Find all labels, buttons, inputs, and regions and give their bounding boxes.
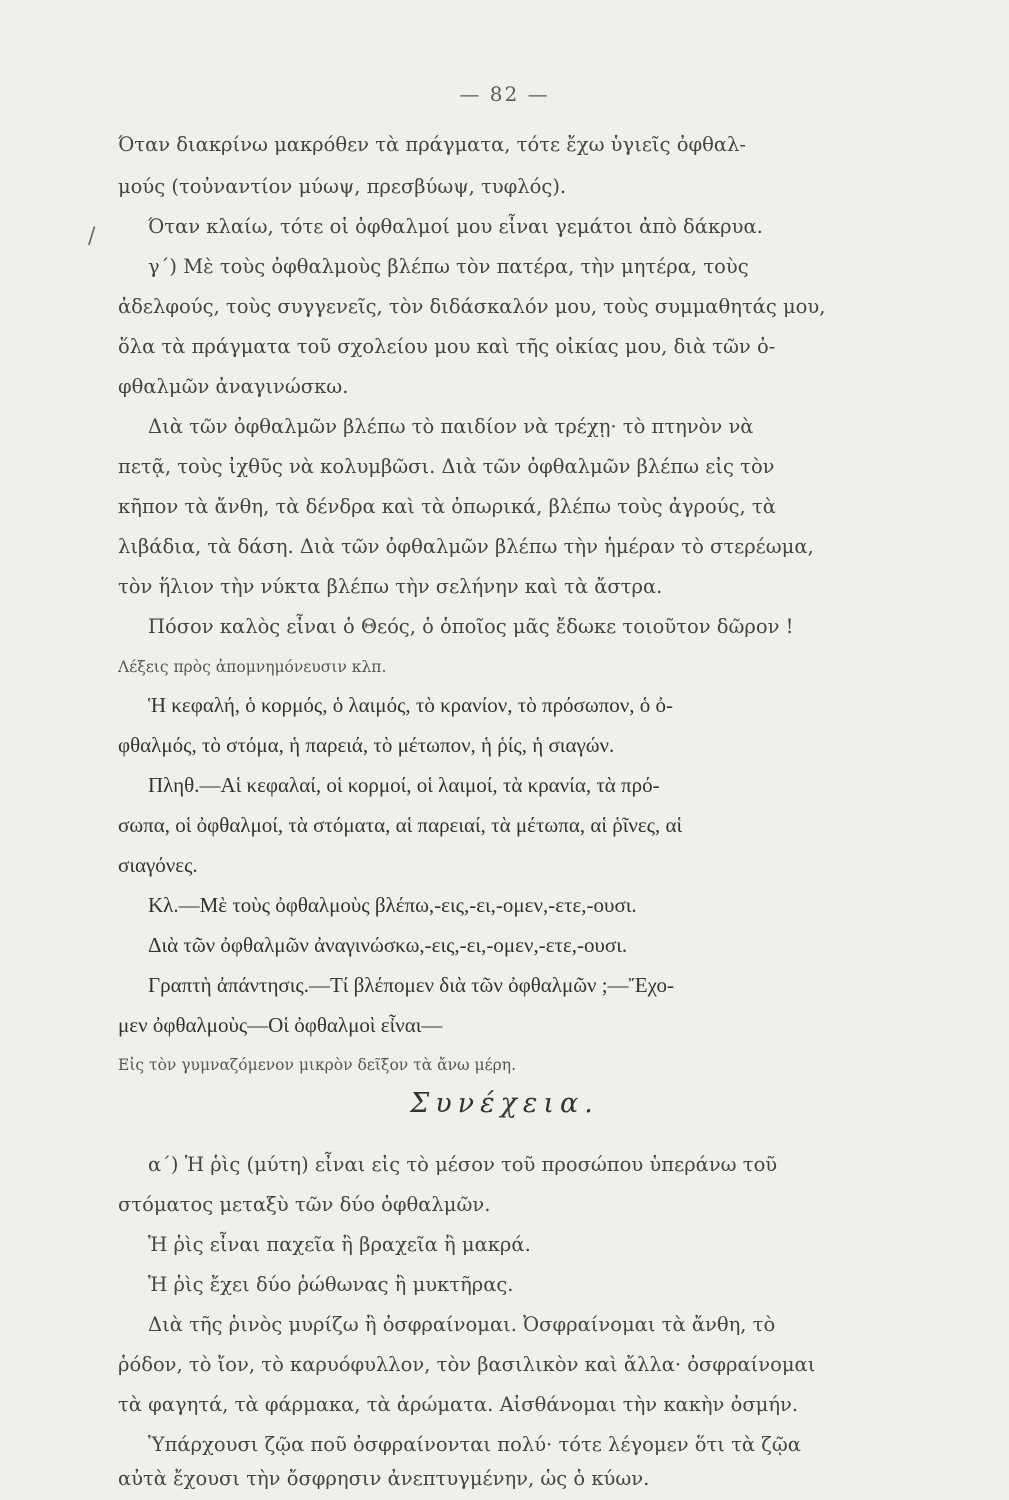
text-line: α΄) Ἡ ῥὶς (μύτη) εἶναι εἰς τὸ μέσον τοῦ προσώπου ὑπεράνω τοῦ [148, 1153, 778, 1176]
text-line: Πληθ.—Αἱ κεφαλαί, οἱ κορμοί, οἱ λαιμοί, τὰ κρανία, τὰ πρό- [148, 773, 660, 797]
text-line: Όταν διακρίνω μακρόθεν τὰ πράγματα, τότε ἔχω ὑγιεῖς ὀφθαλ- [118, 133, 746, 156]
text-line: Γραπτὴ ἀπάντησις.—Τί βλέπομεν διὰ τῶν ὀφθαλμῶν ;—Ἔχο- [148, 973, 674, 997]
section-label: Λέξεις πρὸς ἀπομνημόνευσιν κλπ. [118, 658, 387, 676]
text-line: Ἡ κεφαλή, ὁ κορμός, ὁ λαιμός, τὸ κρανίον, τὸ πρόσωπον, ὁ ὀ- [148, 693, 674, 717]
text-line: τὸν ἥλιον τὴν νύκτα βλέπω τὴν σελήνην καὶ τὰ ἄστρα. [118, 575, 663, 598]
text-line: ὅλα τὰ πράγματα τοῦ σχολείου μου καὶ τῆς οἰκίας μου, διὰ τῶν ὀ- [118, 335, 776, 358]
page-number: — 82 — [459, 82, 550, 106]
text-line: Ὑπάρχουσι ζῷα ποῦ ὀσφραίνονται πολύ· τότε λέγομεν ὅτι τὰ ζῷα [148, 1433, 801, 1456]
text-line: φθαλμῶν ἀναγινώσκω. [118, 375, 349, 398]
text-line: αὐτὰ ἔχουσι τὴν ὄσφρησιν ἀνεπτυγμένην, ὡς ὁ κύων. [118, 1467, 650, 1490]
text-line: στόματος μεταξὺ τῶν δύο ὀφθαλμῶν. [118, 1193, 491, 1216]
text-line: κῆπον τὰ ἄνθη, τὰ δένδρα καὶ τὰ ὀπωρικά, βλέπω τοὺς ἀγρούς, τὰ [118, 495, 776, 518]
text-line: Διὰ τῆς ῥινὸς μυρίζω ἢ ὀσφραίνομαι. Ὀσφραίνομαι τὰ ἄνθη, τὸ [148, 1313, 776, 1336]
text-line: μεν ὀφθαλμοὺς—Οἱ ὀφθαλμοὶ εἶναι— [118, 1013, 443, 1037]
text-line: Όταν κλαίω, τότε οἱ ὀφθαλμοί μου εἶναι γεμάτοι ἀπὸ δάκρυα. [148, 215, 763, 238]
text-line: λιβάδια, τὰ δάση. Διὰ τῶν ὀφθαλμῶν βλέπω τὴν ἡμέραν τὸ στερέωμα, [118, 535, 814, 558]
text-line: πετᾷ, τοὺς ἰχθῦς νὰ κολυμβῶσι. Διὰ τῶν ὀφθαλμῶν βλέπω εἰς τὸν [118, 455, 775, 478]
text-line: Πόσον καλὸς εἶναι ὁ Θεός, ὁ ὁποῖος μᾶς ἔδωκε τοιοῦτον δῶρον ! [148, 615, 794, 638]
text-line: γ΄) Μὲ τοὺς ὀφθαλμοὺς βλέπω τὸν πατέρα, τὴν μητέρα, τοὺς [148, 255, 749, 278]
text-line: φθαλμός, τὸ στόμα, ἡ παρειά, τὸ μέτωπον, ἡ ῥίς, ἡ σιαγών. [118, 733, 615, 757]
section-heading: Συνέχεια. [410, 1088, 599, 1119]
text-line: ῥόδον, τὸ ἴον, τὸ καρυόφυλλον, τὸν βασιλικὸν καὶ ἄλλα· ὀσφραίνομαι [118, 1353, 816, 1376]
text-line: ἀδελφούς, τοὺς συγγενεῖς, τὸν διδάσκαλόν μου, τοὺς συμμαθητάς μου, [118, 295, 826, 318]
text-line: Διὰ τῶν ὀφθαλμῶν βλέπω τὸ παιδίον νὰ τρέχῃ· τὸ πτηνὸν νὰ [148, 415, 754, 438]
text-line: τὰ φαγητά, τὰ φάρμακα, τὰ ἀρώματα. Αἰσθάνομαι τὴν κακὴν ὀσμήν. [118, 1393, 799, 1416]
instruction-line: Εἰς τὸν γυμναζόμενον μικρὸν δεῖξον τὰ ἄνω μέρη. [118, 1056, 516, 1074]
text-line: Ἡ ῥὶς εἶναι παχεῖα ἢ βραχεῖα ἢ μακρά. [148, 1233, 531, 1256]
text-line: σιαγόνες. [118, 853, 198, 877]
text-line: Διὰ τῶν ὀφθαλμῶν ἀναγινώσκω,-εις,-ει,-ομεν,-ετε,-ουσι. [148, 933, 628, 957]
text-line: σωπα, οἱ ὀφθαλμοί, τὰ στόματα, αἱ παρειαί, τὰ μέτωπα, αἱ ῥῖνες, αἱ [118, 813, 683, 837]
text-line: Κλ.—Μὲ τοὺς ὀφθαλμοὺς βλέπω,-εις,-ει,-ομεν,-ετε,-ουσι. [148, 893, 637, 917]
margin-mark: / [88, 224, 96, 249]
text-line: Ἡ ῥὶς ἔχει δύο ῥώθωνας ἢ μυκτῆρας. [148, 1273, 514, 1296]
text-line: μούς (τοὐναντίον μύωψ, πρεσβύωψ, τυφλός). [118, 175, 567, 198]
